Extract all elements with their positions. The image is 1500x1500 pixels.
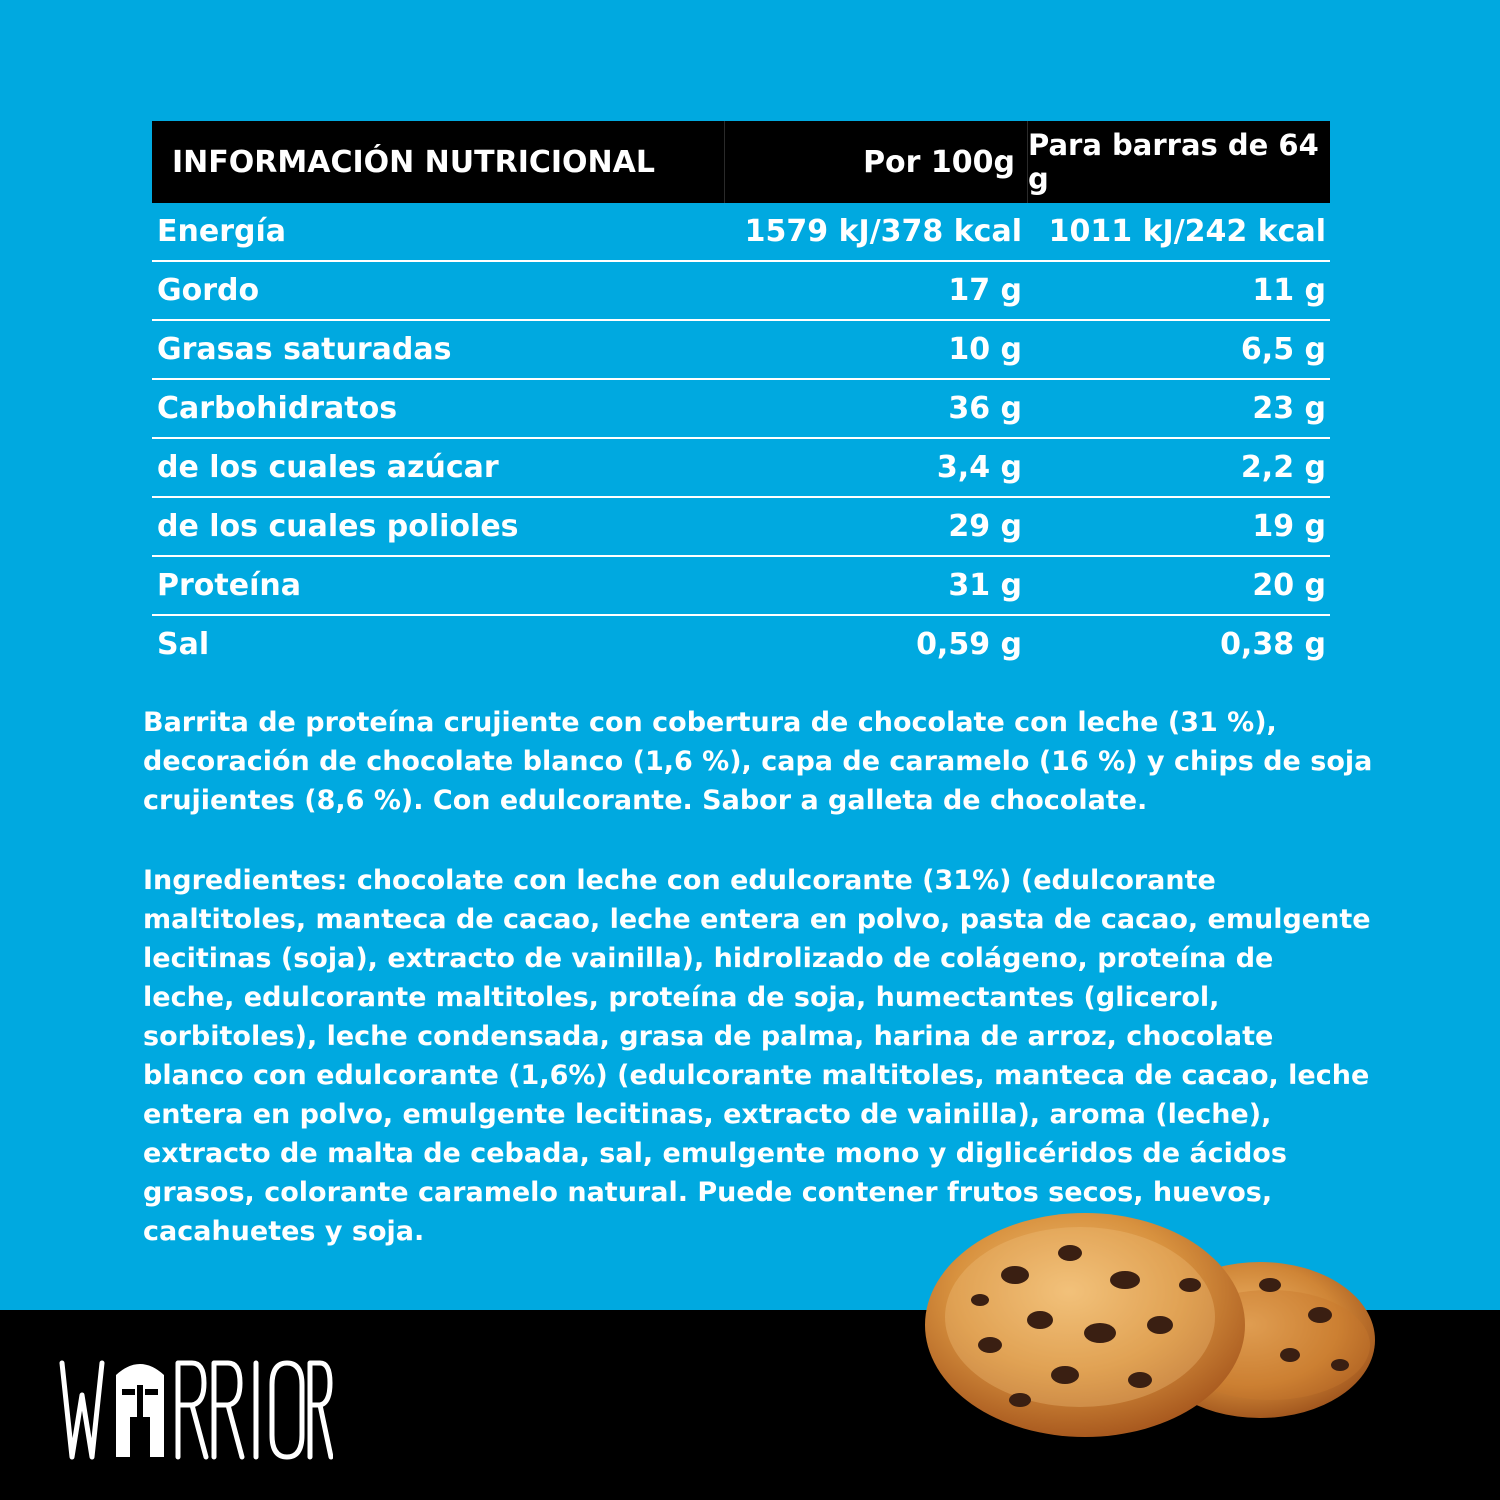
nutrient-label: Grasas saturadas xyxy=(157,332,452,367)
value-per-100g: 31 g xyxy=(948,568,1022,603)
value-per-100g: 36 g xyxy=(948,391,1022,426)
nutrient-label: Energía xyxy=(157,214,286,249)
cookies-image xyxy=(920,1205,1380,1495)
nutrient-label: Proteína xyxy=(157,568,301,603)
nutrient-label: Gordo xyxy=(157,273,260,308)
table-row xyxy=(152,557,1330,616)
table-row xyxy=(152,616,1330,673)
nutrition-title: INFORMACIÓN NUTRICIONAL xyxy=(152,121,725,203)
table-row xyxy=(152,498,1330,557)
nutrition-table-header xyxy=(152,121,1330,203)
value-per-100g: 10 g xyxy=(948,332,1022,367)
nutrient-label: Sal xyxy=(157,627,210,662)
table-row xyxy=(152,203,1330,262)
nutrient-label: de los cuales azúcar xyxy=(157,450,499,485)
value-per-100g: 17 g xyxy=(948,273,1022,308)
ingredients-text: Ingredientes: chocolate con leche con edulcorante (31%) (edulcorante maltitoles, manteca de cacao, leche entera en polvo, pasta de cacao, emulgente lecitinas (soja), extracto de vainilla), hidrolizado de colágeno, proteína de leche, edulcorante maltitoles, proteína de soja, humectantes (glicerol, sorbitoles), leche condensada, grasa de palma, harina de arroz, chocolate blanco con edulcorante (1,6%) (edulcorante maltitoles, manteca de cacao, leche entera en polvo, emulgente lecitinas, extracto de vainilla), aroma (leche), extracto de malta de cebada, sal, emulgente mono y diglicéridos de ácidos grasos, colorante caramelo natural. Puede contener frutos secos, huevos, cacahuetes y soja. xyxy=(143,865,1371,1247)
value-per-bar: 1011 kJ/242 kcal xyxy=(1048,214,1326,249)
value-per-100g: 0,59 g xyxy=(916,627,1022,662)
helmet-icon xyxy=(116,1364,164,1457)
warrior-logo xyxy=(58,1355,333,1465)
value-per-bar: 11 g xyxy=(1252,273,1326,308)
value-per-bar: 23 g xyxy=(1252,391,1326,426)
table-row xyxy=(152,262,1330,321)
value-per-100g: 3,4 g xyxy=(936,450,1022,485)
table-row xyxy=(152,439,1330,498)
nutrient-label: Carbohidratos xyxy=(157,391,398,426)
value-per-bar: 19 g xyxy=(1252,509,1326,544)
nutrition-table xyxy=(152,121,1330,673)
column-header-per-bar: Para barras de 64 g xyxy=(1028,128,1319,196)
value-per-100g: 1579 kJ/378 kcal xyxy=(744,214,1022,249)
column-header-per-100g: Por 100g xyxy=(725,121,1028,203)
value-per-bar: 6,5 g xyxy=(1240,332,1326,367)
table-row xyxy=(152,380,1330,439)
value-per-bar: 0,38 g xyxy=(1220,627,1326,662)
table-row xyxy=(152,321,1330,380)
value-per-bar: 20 g xyxy=(1252,568,1326,603)
value-per-100g: 29 g xyxy=(948,509,1022,544)
value-per-bar: 2,2 g xyxy=(1240,450,1326,485)
product-description: Barrita de proteína crujiente con cobertura de chocolate con leche (31 %), decoración de chocolate blanco (1,6 %), capa de caramelo (16 %) y chips de soja crujientes (8,6 %). Con edulcorante. Sabor a galleta de chocolate. xyxy=(143,707,1373,816)
nutrient-label: de los cuales polioles xyxy=(157,509,519,544)
